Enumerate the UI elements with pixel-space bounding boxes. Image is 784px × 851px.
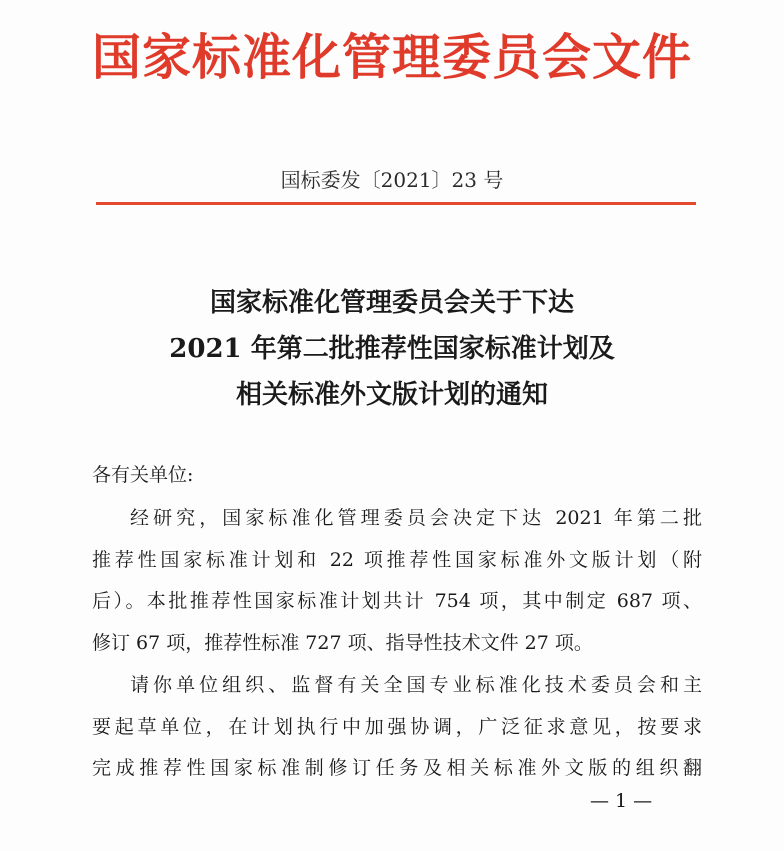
notice-title-line-3: 相关标准外文版计划的通知 bbox=[235, 380, 548, 410]
paragraph-1-line-3: 后）。本批推荐性国家标准计划共计 754 项，其中制定 687 项、 bbox=[92, 590, 702, 612]
page-number: — 1 — bbox=[590, 790, 653, 812]
red-separator-line bbox=[96, 202, 696, 205]
notice-title bbox=[0, 280, 784, 418]
paragraph-1-line-4: 修订 67 项，推荐性标准 727 项、指导性技术文件 27 项。 bbox=[92, 631, 593, 654]
body-paragraph-2 bbox=[92, 665, 702, 790]
paragraph-2-line-3: 完成推荐性国家标准制修订任务及相关标准外文版的组织翻 bbox=[92, 757, 702, 779]
body-paragraph-1 bbox=[92, 498, 702, 664]
notice-title-line-1: 国家标准化管理委员会关于下达 bbox=[209, 288, 574, 318]
masthead-title: 国家标准化管理委员会文件 bbox=[91, 29, 692, 86]
paragraph-1-line-2: 推荐性国家标准计划和 22 项推荐性国家标准外文版计划（附 bbox=[92, 548, 702, 571]
paragraph-2-line-2: 要起草单位，在计划执行中加强协调，广泛征求意见，按要求 bbox=[92, 715, 702, 738]
paragraph-2-line-1: 请你单位组织、监督有关全国专业标准化技术委员会和主 bbox=[130, 674, 702, 696]
salutation: 各有关单位: bbox=[92, 464, 194, 486]
paragraph-1-line-1: 经研究，国家标准化管理委员会决定下达 2021 年第二批 bbox=[130, 507, 702, 529]
notice-title-line-2: 2021 年第二批推荐性国家标准计划及 bbox=[169, 334, 615, 364]
document-number: 国标委发〔2021〕23 号 bbox=[280, 168, 504, 192]
